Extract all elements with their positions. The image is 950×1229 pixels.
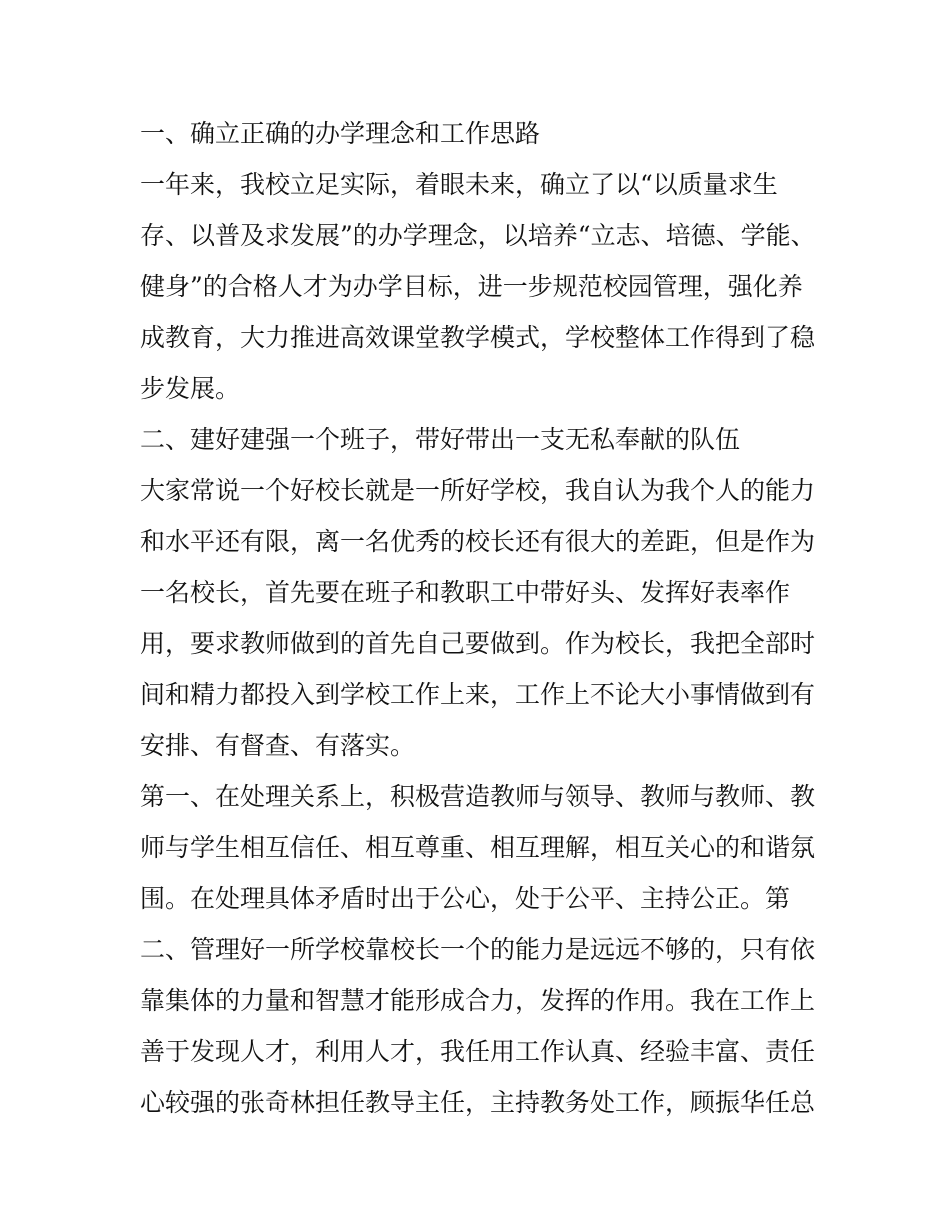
- paragraph-line: 间和精力都投入到学校工作上来，工作上不论大小事情做到有: [140, 680, 816, 709]
- section-heading-1: 一、确立正确的办学理念和工作思路: [140, 119, 541, 148]
- paragraph-line: 心较强的张奇林担任教导主任，主持教务处工作，顾振华任总: [140, 1088, 816, 1117]
- paragraph-line: 存、以普及求发展”的办学理念，以培养“立志、培德、学能、: [140, 221, 816, 250]
- document-body: [140, 108, 830, 1128]
- paragraph-line: 用，要求教师做到的首先自己要做到。作为校长，我把全部时: [140, 629, 816, 658]
- paragraph-line: 健身”的合格人才为办学目标，进一步规范校园管理，强化养: [140, 272, 803, 301]
- paragraph-line: 二、管理好一所学校靠校长一个的能力是远远不够的，只有依: [140, 935, 816, 964]
- paragraph-line: 师与学生相互信任、相互尊重、相互理解，相互关心的和谐氛: [140, 833, 816, 862]
- paragraph-line: 一年来，我校立足实际，着眼未来，确立了以“以质量求生: [140, 170, 778, 199]
- paragraph-line: 和水平还有限，离一名优秀的校长还有很大的差距，但是作为: [140, 527, 816, 556]
- paragraph-line: 大家常说一个好校长就是一所好学校，我自认为我个人的能力: [140, 476, 816, 505]
- paragraph-line: 围。在处理具体矛盾时出于公心，处于公平、主持公正。第: [140, 884, 791, 913]
- paragraph-line: 安排、有督查、有落实。: [140, 731, 416, 760]
- paragraph-line: 第一、在处理关系上，积极营造教师与领导、教师与教师、教: [140, 782, 816, 811]
- paragraph-line: 成教育，大力推进高效课堂教学模式，学校整体工作得到了稳: [140, 323, 816, 352]
- paragraph-line: 一名校长，首先要在班子和教职工中带好头、发挥好表率作: [140, 578, 791, 607]
- paragraph-line: 靠集体的力量和智慧才能形成合力，发挥的作用。我在工作上: [140, 986, 816, 1015]
- section-heading-2: 二、建好建强一个班子，带好带出一支无私奉献的队伍: [140, 425, 741, 454]
- paragraph-line: 善于发现人才，利用人才，我任用工作认真、经验丰富、责任: [140, 1037, 816, 1066]
- paragraph-line: 步发展。: [140, 374, 241, 403]
